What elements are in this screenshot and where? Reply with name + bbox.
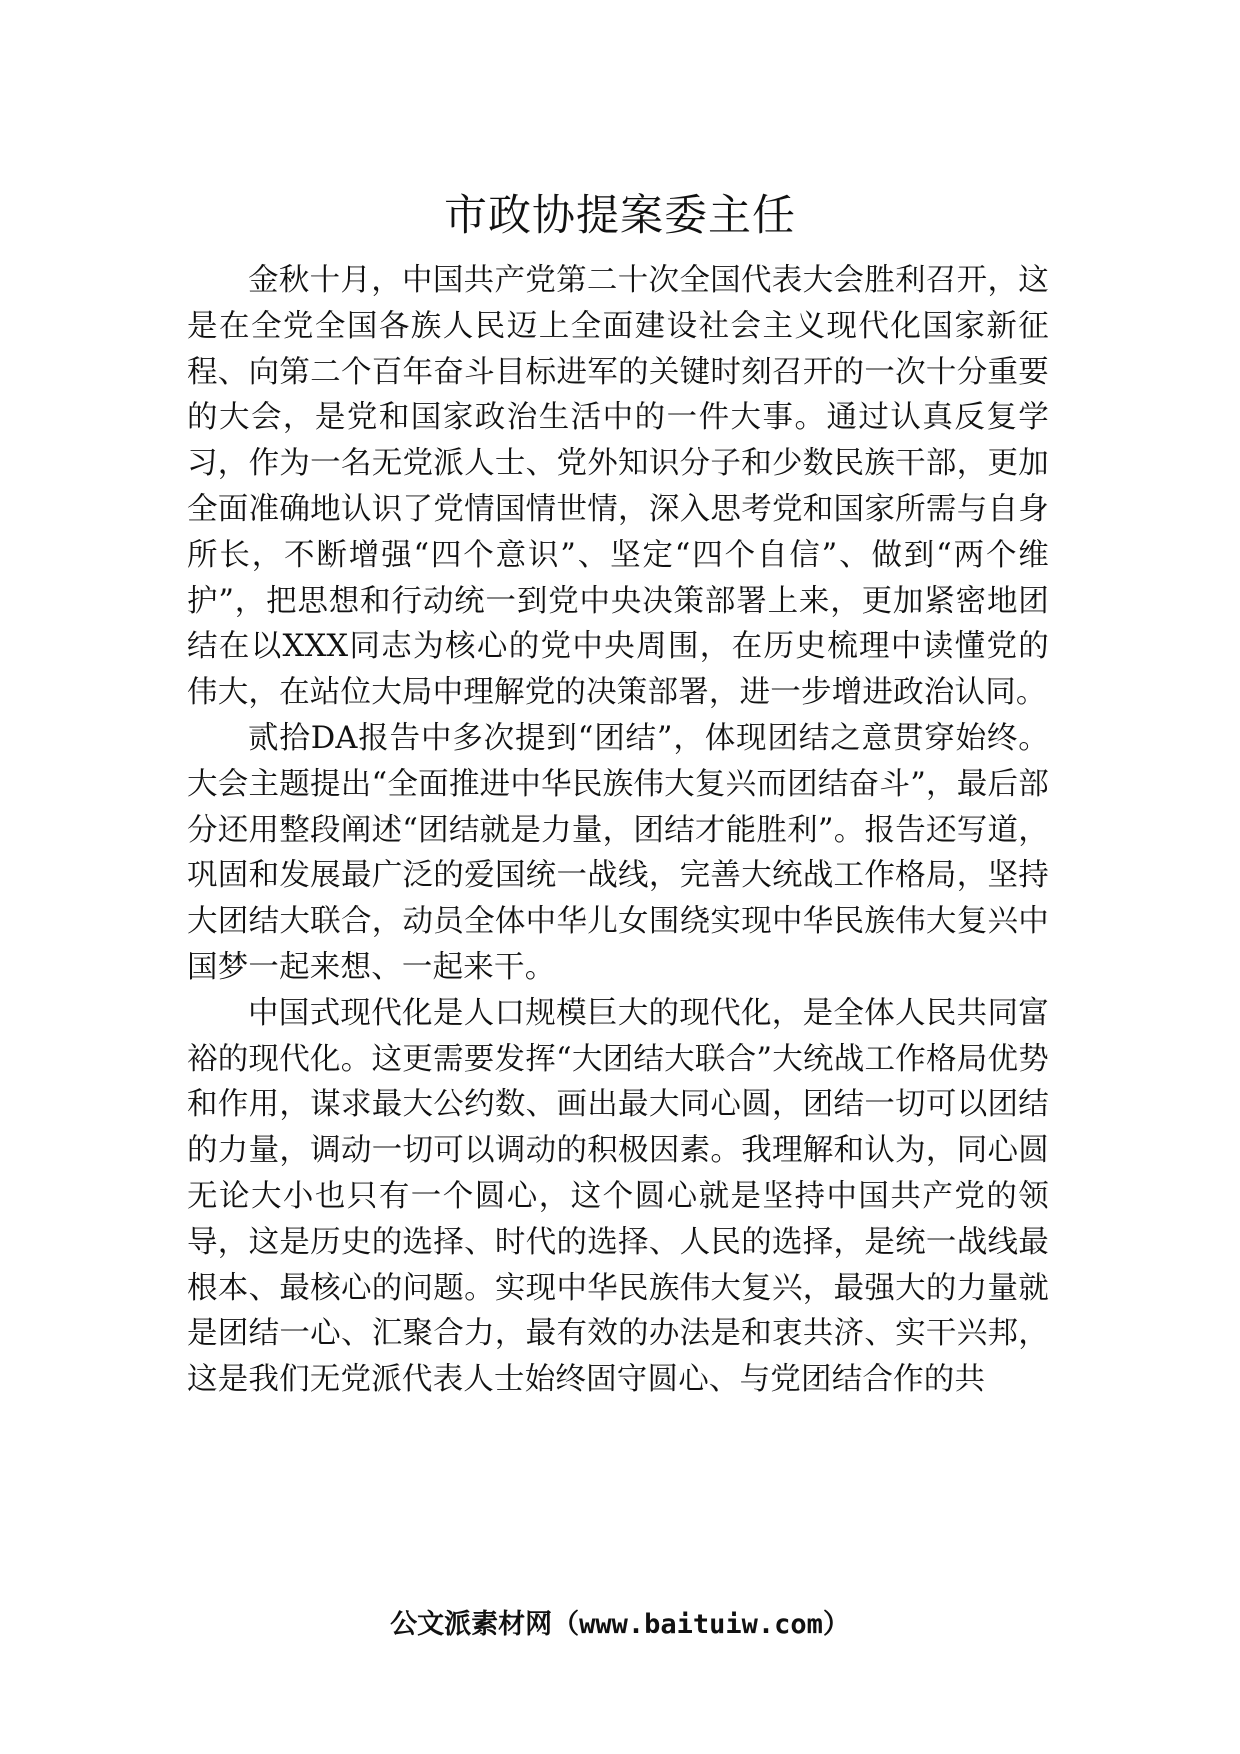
document-title: 市政协提案委主任 [444,191,796,241]
paragraph-2: 贰拾DA报告中多次提到“团结”，体现团结之意贯穿始终。大会主题提出“全面推进中华民族伟大复兴而团结奋斗”，最后部分还用整段阐述“团结就是力量，团结才能胜利”。报告还写道，巩固和发展最广泛的爱国统一战线，完善大统战工作格局，坚持大团结大联合，动员全体中华儿女围绕实现中华民族伟大复兴中国梦一起来想、一起来干。 [187,720,1049,985]
paragraph-1: 金秋十月，中国共产党第二十次全国代表大会胜利召开，这是在全党全国各族人民迈上全面建设社会主义现代化国家新征程、向第二个百年奋斗目标进军的关键时刻召开的一次十分重要的大会，是党和国家政治生活中的一件大事。通过认真反复学习，作为一名无党派人士、党外知识分子和少数民族干部，更加全面准确地认识了党情国情世情，深入思考党和国家所需与自身所长，不断增强“四个意识”、坚定“四个自信”、做到“两个维护”，把思想和行动统一到党中央决策部署上来，更加紧密地团结在以XXX同志为核心的党中央周围，在历史梳理中读懂党的伟大，在站位大局中理解党的决策部署，进一步增进政治认同。 [187,263,1049,711]
document-body [187,258,1049,1403]
page-footer-watermark: 公文派素材网（www.baituiw.com） [390,1609,850,1640]
paragraph-3: 中国式现代化是人口规模巨大的现代化，是全体人民共同富裕的现代化。这更需要发挥“大团结大联合”大统战工作格局优势和作用，谋求最大公约数、画出最大同心圆，团结一切可以团结的力量，调动一切可以调动的积极因素。我理解和认为，同心圆无论大小也只有一个圆心，这个圆心就是坚持中国共产党的领导，这是历史的选择、时代的选择、人民的选择，是统一战线最根本、最核心的问题。实现中华民族伟大复兴，最强大的力量就是团结一心、汇聚合力，最有效的办法是和衷共济、实干兴邦，这是我们无党派代表人士始终固守圆心、与党团结合作的共 [187,995,1049,1398]
